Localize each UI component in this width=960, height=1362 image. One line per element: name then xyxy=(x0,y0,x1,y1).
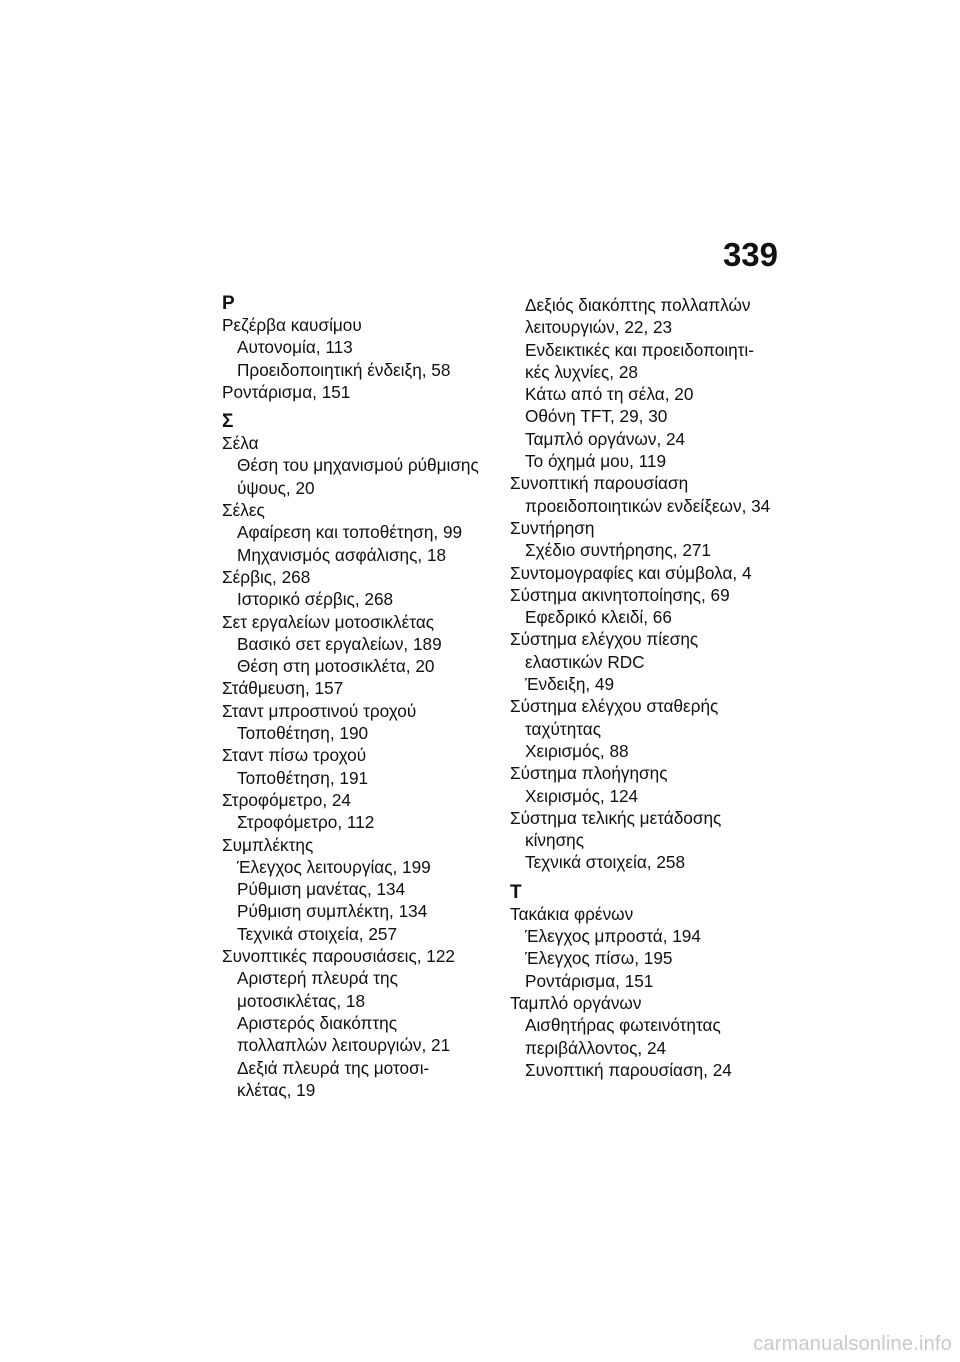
index-subentry: ύψους, 20 xyxy=(237,477,315,498)
index-entry: Συντήρηση xyxy=(510,517,595,538)
index-entry: Ταμπλό οργάνων xyxy=(510,992,642,1013)
index-entry: Στάθμευση, 157 xyxy=(222,678,344,699)
index-subentry: Έλεγχος μπροστά, 194 xyxy=(525,926,701,947)
index-subentry: Χειρισμός, 88 xyxy=(525,740,629,761)
index-subentry: Το όχημά μου, 119 xyxy=(525,451,667,472)
index-subentry: Σχέδιο συντήρησης, 271 xyxy=(525,540,711,561)
index-subentry: Ένδειξη, 49 xyxy=(525,674,615,695)
index-subentry: Θέση του μηχανισμού ρύθμισης xyxy=(237,455,479,476)
index-subentry: Μηχανισμός ασφάλισης, 18 xyxy=(237,544,447,565)
index-entry: Συντομογραφίες και σύμβολα, 4 xyxy=(510,562,752,583)
index-subentry: Αυτονομία, 113 xyxy=(237,337,353,358)
index-subentry: Θέση στη μοτοσικλέτα, 20 xyxy=(237,656,435,677)
index-entry: Σέρβις, 268 xyxy=(222,566,311,587)
index-entry: Συνοπτική παρουσίαση xyxy=(510,473,689,494)
index-entry: Ρεζέρβα καυσίμου xyxy=(222,315,362,335)
section-letter: Ρ xyxy=(222,293,235,314)
index-column-left xyxy=(222,294,492,1101)
index-entry: Τακάκια φρένων xyxy=(510,903,634,924)
index-subentry: Τεχνικά στοιχεία, 257 xyxy=(237,923,397,944)
index-subentry: κίνησης xyxy=(525,830,585,851)
index-subentry: Τεχνικά στοιχεία, 258 xyxy=(525,852,685,873)
index-subentry: Προειδοποιητική ένδειξη, 58 xyxy=(237,359,451,380)
index-subentry: Δεξιός διακόπτης πολλαπλών xyxy=(525,295,751,315)
index-entry: Σύστημα πλοήγησης xyxy=(510,763,668,784)
watermark: carmanualsonline.info xyxy=(753,1333,952,1355)
index-entry: Σταντ πίσω τροχού xyxy=(222,745,367,766)
index-subentry: Αριστερή πλευρά της xyxy=(237,968,398,989)
index-column-right xyxy=(510,294,780,1081)
index-subentry: Αριστερός διακόπτης xyxy=(237,1012,398,1033)
page-number: 339 xyxy=(722,236,778,273)
index-subentry: Αφαίρεση και τοποθέτηση, 99 xyxy=(237,522,463,543)
index-subentry: Εφεδρικό κλειδί, 66 xyxy=(525,607,672,628)
index-subentry: προειδοποιητικών ενδείξεων, 34 xyxy=(525,495,771,516)
index-subentry: πολλαπλών λειτουργιών, 21 xyxy=(237,1035,451,1056)
index-entry: Ροντάρισμα, 151 xyxy=(222,381,351,402)
index-subentry: Αισθητήρας φωτεινότητας xyxy=(525,1015,721,1036)
index-subentry: μοτοσικλέτας, 18 xyxy=(237,990,366,1011)
index-subentry: Ροντάρισμα, 151 xyxy=(525,970,654,991)
index-entry: Συνοπτικές παρουσιάσεις, 122 xyxy=(222,946,455,967)
index-entry: Σταντ μπροστινού τροχού xyxy=(222,700,417,721)
index-subentry: Χειρισμός, 124 xyxy=(525,785,639,806)
index-subentry: Ιστορικό σέρβις, 268 xyxy=(237,589,394,610)
index-subentry: Ταμπλό οργάνων, 24 xyxy=(525,428,686,449)
index-entry: Συμπλέκτης xyxy=(222,834,314,855)
index-entry: Σύστημα τελικής μετάδοσης xyxy=(510,807,722,828)
index-subentry: κές λυχνίες, 28 xyxy=(525,361,638,382)
index-subentry: Ρύθμιση μανέτας, 134 xyxy=(237,879,406,900)
index-entry: Σύστημα ελέγχου σταθερής xyxy=(510,696,719,717)
section-letter: Τ xyxy=(510,881,522,903)
index-subentry: Τοποθέτηση, 190 xyxy=(237,723,369,744)
index-subentry: Βασικό σετ εργαλείων, 189 xyxy=(237,633,442,654)
index-subentry: ταχύτητας xyxy=(525,718,602,739)
index-subentry: Συνοπτική παρουσίαση, 24 xyxy=(525,1059,732,1080)
index-subentry: Τοποθέτηση, 191 xyxy=(237,767,369,788)
index-subentry: Έλεγχος πίσω, 195 xyxy=(525,948,673,969)
index-subentry: Οθόνη TFT, 29, 30 xyxy=(525,406,668,427)
index-entry: Στροφόμετρο, 24 xyxy=(222,789,351,810)
index-subentry: λειτουργιών, 22, 23 xyxy=(525,317,673,338)
index-entry: Σύστημα ακινητοποίησης, 69 xyxy=(510,584,730,605)
index-subentry: Έλεγχος λειτουργίας, 199 xyxy=(237,856,431,877)
index-subentry: κλέτας, 19 xyxy=(237,1079,316,1100)
index-entry: Σέλες xyxy=(222,500,265,521)
index-entry: Σέλα xyxy=(222,433,259,454)
index-subentry: ελαστικών RDC xyxy=(525,651,645,672)
index-subentry: Ενδεικτικές και προειδοποιητι- xyxy=(525,339,754,360)
index-subentry: περιβάλλοντος, 24 xyxy=(525,1037,667,1058)
index-entry: Σύστημα ελέγχου πίεσης xyxy=(510,629,699,650)
index-subentry: Δεξιά πλευρά της μοτοσι- xyxy=(237,1057,430,1078)
index-subentry: Κάτω από τη σέλα, 20 xyxy=(525,384,694,405)
index-entry: Σετ εργαλείων μοτοσικλέτας xyxy=(222,611,435,632)
index-subentry: Στροφόμετρο, 112 xyxy=(237,812,375,833)
section-letter: Σ xyxy=(222,411,234,433)
index-subentry: Ρύθμιση συμπλέκτη, 134 xyxy=(237,901,428,922)
